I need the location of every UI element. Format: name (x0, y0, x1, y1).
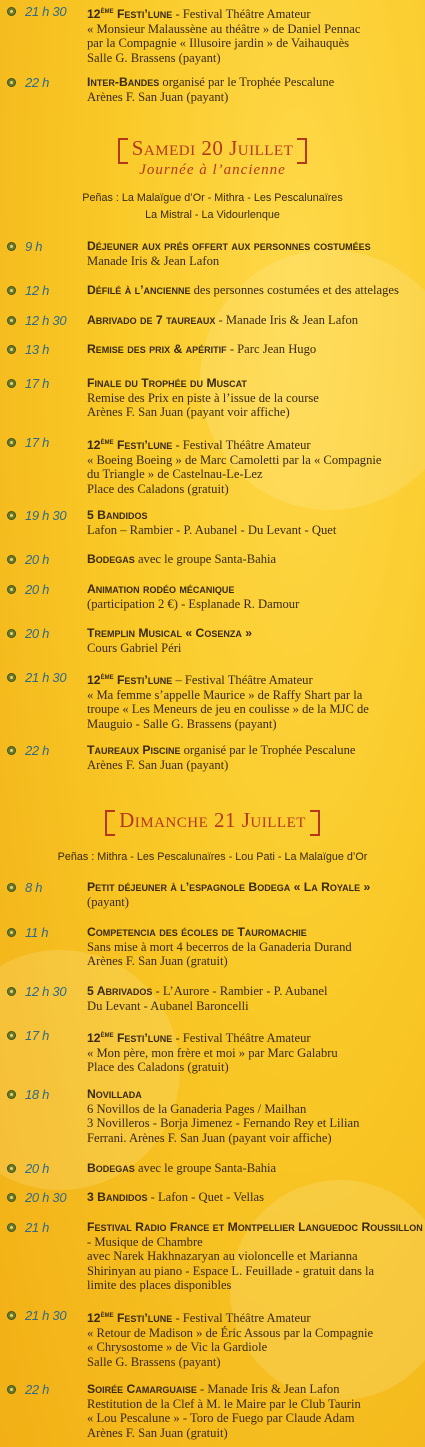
event-detail-line: Restitution de la Clef à M. le Maire par le Club Taurin (87, 1396, 361, 1411)
event-detail-line: avec Narek Hakhnazaryan au violoncelle et Marianna (87, 1249, 358, 1264)
bullet-icon (7, 746, 16, 755)
sunday-penas (0, 849, 425, 866)
bullet-icon (7, 1385, 16, 1394)
event-text (87, 1220, 423, 1293)
event-text (87, 582, 423, 611)
saturday-penas-line1: Peñas : La Malaïgue d’Or - Mithra - Les Pescalunaïres (82, 192, 343, 204)
event-time: 20 h 30 (25, 1190, 67, 1205)
event-title-rest: avec le groupe Santa-Bahia (134, 1161, 277, 1175)
event-detail-line: Sans mise à mort 4 becerros de la Ganaderia Durand (87, 939, 352, 954)
event-title-rest: - Lafon - Quet - Vellas (147, 1190, 265, 1204)
event-title-rest: - L’Aurore - Rambier - P. Aubanel (152, 984, 328, 998)
bullet-icon (7, 585, 16, 594)
saturday-subheading-row (0, 161, 425, 179)
event-detail-line: Place des Caladons (gratuit) (87, 481, 229, 496)
event-title: Novillada (87, 1087, 142, 1101)
bullet-icon (7, 511, 16, 520)
event-title: Taureaux Piscine (87, 743, 181, 757)
event-detail-line: Remise des Prix en piste à l’issue de la course (87, 390, 319, 405)
event-detail-line: « Lou Pescalune » - Toro de Fuego par Claude Adam (87, 1411, 355, 1426)
event-text (87, 376, 423, 420)
event-detail-line: du Triangle » de Castelnau-Le-Lez (87, 467, 263, 482)
event-title-rest: - Musique de Chambre (87, 1234, 203, 1249)
event-time: 19 h 30 (25, 508, 67, 523)
event-text (87, 670, 423, 731)
event-title-rest: – Festival Théâtre Amateur (172, 673, 313, 688)
event-title-rest: avec le groupe Santa-Bahia (134, 552, 277, 566)
event-detail-line: troupe « Les Meneurs de jeu en coulisse » de la MJC de (87, 702, 369, 717)
event-detail-line: « Chrysostome » de Vic la Gardiole (87, 1340, 268, 1355)
event-text (87, 435, 423, 496)
event-time: 12 h 30 (25, 984, 67, 999)
event-title: Abrivado de 7 taureaux (87, 313, 216, 327)
bullet-icon (7, 1193, 16, 1202)
bullet-icon (7, 1164, 16, 1173)
event-title-rest: - Festival Théâtre Amateur (172, 7, 311, 22)
event-title: Remise des prix & apéritif (87, 342, 227, 356)
event-detail-line: Arènes F. San Juan (payant voir affiche) (87, 405, 290, 420)
event-time: 21 h 30 (25, 4, 67, 19)
saturday-penas-line2: La Mistral - La Vidourlenque (145, 209, 280, 221)
bullet-icon (7, 286, 16, 295)
event-title: 5 Bandidos (87, 508, 148, 522)
event-text (87, 626, 423, 655)
event-detail-line: Manade Iris & Jean Lafon (87, 253, 220, 268)
bullet-icon (7, 379, 16, 388)
event-time: 20 h (25, 582, 50, 597)
event-title: 12ème Festi’lune (87, 1310, 173, 1326)
event-time: 22 h (25, 743, 50, 758)
event-title: Animation rodéo mécanique (87, 582, 235, 596)
sunday-heading (0, 808, 425, 833)
bullet-icon (7, 987, 16, 996)
event-detail-line: Shirinyan au piano - Espace L. Feuillade - gratuit dans la (87, 1263, 375, 1278)
event-time: 21 h 30 (25, 670, 67, 685)
event-detail-line: « Retour de Madison » de Éric Assous par la Compagnie (87, 1325, 374, 1340)
event-detail-line: Cours Gabriel Péri (87, 640, 182, 655)
event-detail-line: 3 Novilleros - Borja Jimenez - Fernando Rey et Lilian (87, 1116, 360, 1131)
event-detail-line: Salle G. Brassens (payant) (87, 1354, 221, 1369)
event-text (87, 984, 423, 1013)
event-text (87, 283, 423, 298)
event-title: Défilé à l’ancienne (87, 283, 191, 297)
bullet-icon (7, 345, 16, 354)
event-detail-line: Arènes F. San Juan (payant) (87, 89, 229, 104)
event-text (87, 1087, 423, 1145)
event-time: 17 h (25, 435, 50, 450)
event-detail-line: (payant) (87, 894, 129, 909)
bullet-icon (7, 316, 16, 325)
event-text (87, 1308, 423, 1369)
bullet-icon (7, 1223, 16, 1232)
event-detail-line: Ferrani. Arènes F. San Juan (payant voir affiche) (87, 1130, 332, 1145)
event-text (87, 239, 423, 268)
saturday-subheading: Journée à l’ancienne (139, 162, 286, 178)
bullet-icon (7, 629, 16, 638)
event-text (87, 508, 423, 537)
event-detail-line: (participation 2 €) - Esplanade R. Damour (87, 596, 300, 611)
event-time: 20 h (25, 1161, 50, 1176)
bullet-icon (7, 7, 16, 16)
event-text (87, 1382, 423, 1440)
sunday-title: Dimanche 21 Juillet (105, 808, 320, 833)
event-detail-line: Du Levant - Aubanel Baroncelli (87, 998, 249, 1013)
event-time: 12 h 30 (25, 313, 67, 328)
event-detail-line: Arènes F. San Juan (payant) (87, 757, 229, 772)
event-title: Competencia des écoles de Tauromachie (87, 925, 307, 939)
event-time: 21 h 30 (25, 1308, 67, 1323)
event-text (87, 342, 423, 357)
bullet-icon (7, 78, 16, 87)
event-title: Tremplin Musical « Cosenza » (87, 626, 253, 640)
ordinal-suffix: ème (100, 1310, 114, 1319)
event-title: Inter-Bandes (87, 75, 160, 89)
event-title-rest: organisé par le Trophée Pescalune (180, 743, 356, 757)
event-title: Bodegas (87, 1161, 135, 1175)
event-time: 17 h (25, 1028, 50, 1043)
event-title-rest: - Festival Théâtre Amateur (172, 1311, 311, 1326)
event-title: Petit déjeuner à l’espagnole Bodega « La Royale » (87, 880, 371, 894)
bullet-icon (7, 1090, 16, 1099)
event-title-rest: des personnes costumées et des attelages (190, 283, 399, 297)
ordinal-suffix: ème (100, 672, 114, 681)
event-text (87, 880, 423, 909)
event-time: 20 h (25, 626, 50, 641)
event-detail-line: Mauguio - Salle G. Brassens (payant) (87, 716, 277, 731)
event-title: Soirée Camarguaise (87, 1382, 197, 1396)
ordinal-suffix: ème (100, 6, 114, 15)
event-title: 12ème Festi’lune (87, 437, 173, 453)
event-text (87, 313, 423, 328)
event-text (87, 925, 423, 969)
event-detail-line: Lafon – Rambier - P. Aubanel - Du Levant - Quet (87, 522, 337, 537)
event-time: 17 h (25, 376, 50, 391)
ordinal-suffix: ème (100, 1030, 114, 1039)
event-detail-line: Arènes F. San Juan (gratuit) (87, 954, 228, 969)
bullet-icon (7, 883, 16, 892)
event-time: 20 h (25, 552, 50, 567)
event-text (87, 552, 423, 567)
event-time: 12 h (25, 283, 50, 298)
event-title: Déjeuner aux prés offert aux personnes costumées (87, 239, 371, 253)
event-title: 3 Bandidos (87, 1190, 148, 1204)
event-title: 5 Abrivados (87, 984, 153, 998)
event-title: Festival Radio France et Montpellier Languedoc Roussillon (87, 1220, 423, 1234)
bullet-icon (7, 438, 16, 447)
event-detail-line: « Mon père, mon frère et moi » par Marc Galabru (87, 1045, 338, 1060)
event-text (87, 75, 423, 104)
event-time: 21 h (25, 1220, 50, 1235)
ordinal-suffix: ème (100, 437, 114, 446)
bullet-icon (7, 673, 16, 682)
event-title: 12ème Festi’lune (87, 672, 173, 688)
event-time: 11 h (25, 925, 49, 940)
event-detail-line: 6 Novillos de la Ganaderia Pages / Mailhan (87, 1101, 307, 1116)
bullet-icon (7, 1311, 16, 1320)
bullet-icon (7, 928, 16, 937)
event-title-rest: organisé par le Trophée Pescalune (159, 75, 335, 89)
event-detail-line: « Ma femme s’appelle Maurice » de Raffy Shart par la (87, 687, 363, 702)
event-title-rest: - Parc Jean Hugo (226, 342, 317, 356)
event-detail-line: limite des places disponibles (87, 1278, 232, 1293)
event-text (87, 1028, 423, 1075)
event-title: Bodegas (87, 552, 135, 566)
saturday-title: Samedi 20 Juillet (118, 136, 308, 161)
event-detail-line: Place des Caladons (gratuit) (87, 1060, 229, 1075)
event-title-rest: - Manade Iris & Jean Lafon (196, 1382, 340, 1396)
event-time: 9 h (25, 239, 43, 254)
event-text (87, 4, 423, 65)
event-title: 12ème Festi’lune (87, 6, 173, 22)
event-detail-line: Arènes F. San Juan (gratuit) (87, 1425, 228, 1440)
event-time: 22 h (25, 1382, 50, 1397)
saturday-penas (0, 190, 425, 224)
event-time: 13 h (25, 342, 50, 357)
event-time: 22 h (25, 75, 50, 90)
event-detail-line: « Boeing Boeing » de Marc Camoletti par la « Compagnie (87, 452, 382, 467)
event-title-rest: - Manade Iris & Jean Lafon (215, 313, 359, 327)
event-title: 12ème Festi’lune (87, 1030, 173, 1046)
event-title-rest: - Festival Théâtre Amateur (172, 438, 311, 453)
event-time: 18 h (25, 1087, 50, 1102)
event-detail-line: par la Compagnie « Illusoire jardin » de Vaihauquès (87, 36, 350, 51)
bullet-icon (7, 555, 16, 564)
sunday-penas-line1: Peñas : Mithra - Les Pescalunaïres - Lou Pati - La Malaïgue d’Or (57, 851, 368, 863)
event-text (87, 1190, 423, 1205)
event-time: 8 h (25, 880, 43, 895)
event-text (87, 1161, 423, 1176)
event-detail-line: Salle G. Brassens (payant) (87, 50, 221, 65)
event-title-rest: - Festival Théâtre Amateur (172, 1031, 311, 1046)
bullet-icon (7, 242, 16, 251)
saturday-heading (0, 136, 425, 161)
event-title: Finale du Trophée du Muscat (87, 376, 247, 390)
bullet-icon (7, 1031, 16, 1040)
event-detail-line: « Monsieur Malaussène au théâtre » de Daniel Pennac (87, 21, 361, 36)
event-text (87, 743, 423, 772)
